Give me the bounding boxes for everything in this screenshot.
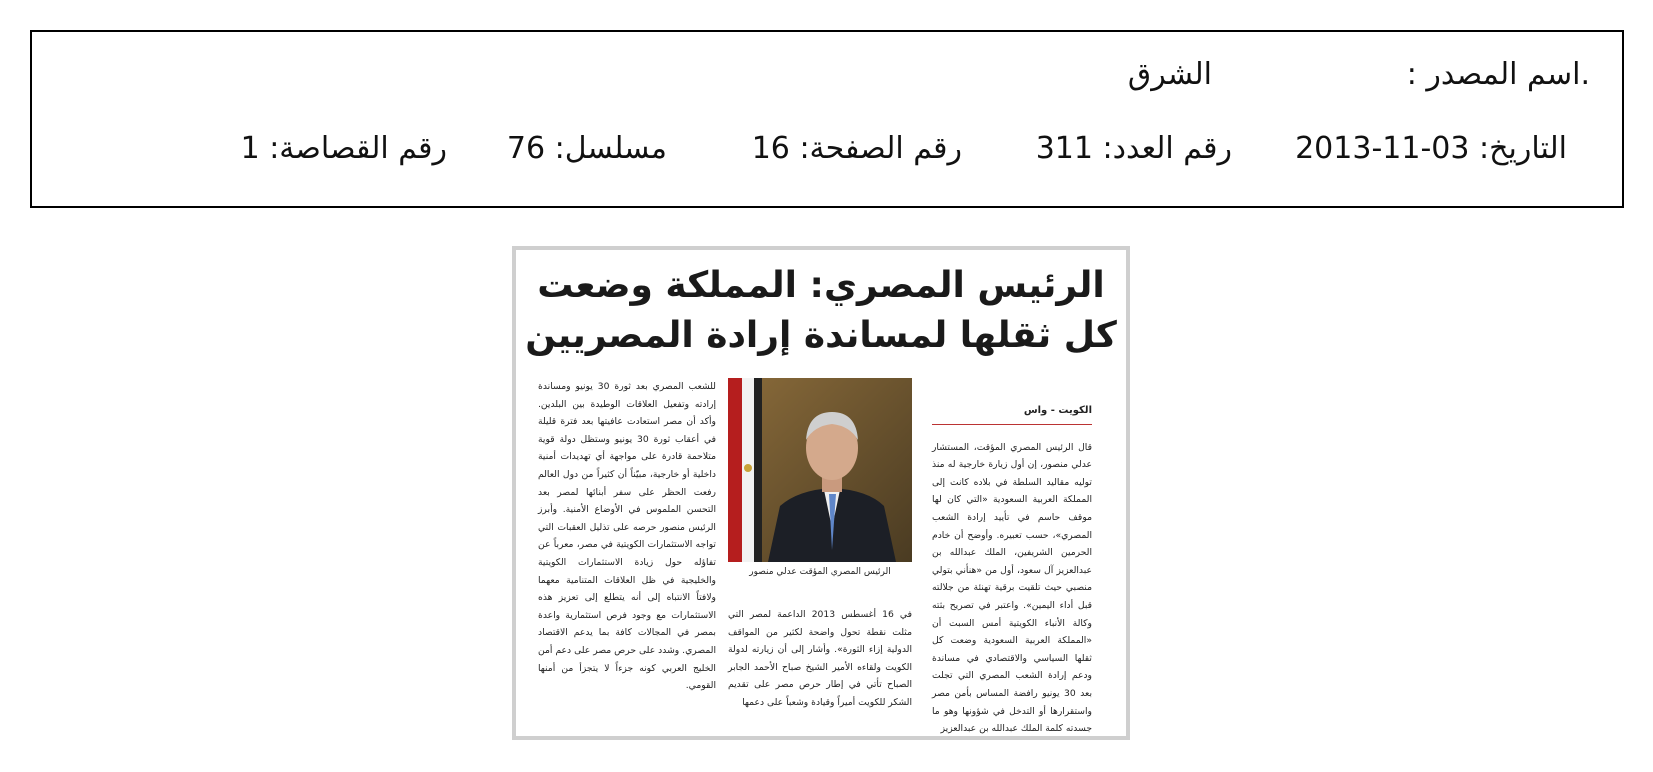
byline: الكويت - واس bbox=[932, 402, 1092, 425]
source-label: .اسم المصدر : bbox=[1406, 57, 1590, 92]
article-text-right: قال الرئيس المصري المؤقت، المستشار عدلي منصور، إن أول زيارة خارجية له منذ توليه مقاليد السلطة في بلاده كانت إلى المملكة العربية السعودية «التي كان لها موقف حاسم في تأييد إرادة الشعب المصري»، حسب تعبيره. وأوضح أن خادم الحرمين الشريفين، الملك عبدالله بن عبدالعزيز آل سعود، أول من «هنأني بتولي منصبي حيث تلقيت برقية تهنئة من جلالته قبل أداء اليمين». واعتبر في تصريح بثته وكالة الأنباء الكويتية أمس السبت أن «المملكة العربية السعودية وضعت كل ثقلها السياسي والاقتصادي في مساندة ودعم إرادة الشعب المصري التي تجلت بعد 30 يونيو رافضة المساس بأمن مصر واستقرارها أو التدخل في شؤونها وهو ما جسدته كلمة الملك عبدالله بن عبدالعزيز bbox=[932, 441, 1093, 735]
article-text-left: للشعب المصري بعد ثورة 30 يونيو ومساندة إرادته وتفعيل العلاقات الوطيدة بين البلدين. وأكد أن مصر استعادت عافيتها بعد فترة قليلة في أعقاب ثورة 30 يونيو وستظل دولة قوية متلاحمة قادرة على مواجهة أي تهديدات أمنية داخلية أو خارجية، مبيّناً أن كثيراً من دول العالم رفعت الحظر على سفر أبنائها لمصر بعد التحسن الملموس في الأوضاع الأمنية. وأبرز الرئيس منصور حرصه على تذليل العقبات التي تواجه الاستثمارات الكويتية في مصر، معرباً عن تفاؤله حول زيادة الاستثمارات الكويتية والخليجية في ظل العلاقات المتنامية معهما ولافتاً الانتباه إلى أنه يتطلع إلى تعزيز هذه الاستثمارات مع وجود فرص استثمارية واعدة بمصر في المجالات كافة بما يدعم الاقتصاد المصري. وشدد على حرص مصر على دعم أمن الخليج العربي كونه جزءاً لا يتجزأ من أمنها القومي. bbox=[538, 381, 716, 692]
article-column-middle bbox=[728, 606, 912, 712]
clip-number-field: رقم القصاصة: 1 bbox=[240, 131, 447, 166]
page-number-field: رقم الصفحة: 16 bbox=[751, 131, 962, 166]
headline-line-1: الرئيس المصري: المملكة وضعت bbox=[537, 265, 1105, 306]
photo-caption: الرئيس المصري المؤقت عدلي منصور bbox=[749, 567, 891, 577]
headline-line-2: كل ثقلها لمساندة إرادة المصريين bbox=[525, 315, 1117, 356]
president-photo bbox=[728, 378, 912, 562]
newspaper-clipping bbox=[512, 246, 1130, 740]
article-column-right bbox=[932, 402, 1092, 738]
source-info-box bbox=[30, 30, 1624, 208]
source-value: الشرق bbox=[1127, 57, 1212, 92]
article-text-middle: في 16 أغسطس 2013 الداعمة لمصر التي مثلت نقطة تحول واضحة لكثير من المواقف الدولية إزاء الثورة». وأشار إلى أن زيارته لدولة الكويت ولقاءه الأمير الشيخ صباح الأحمد الجابر الصباح تأتي في إطار حرص مصر على تقديم الشكر للكويت أميراً وقيادة وشعباً على دعمها bbox=[728, 609, 912, 708]
article-column-left bbox=[538, 378, 716, 695]
date-field: التاريخ: 03-11-2013 bbox=[1295, 131, 1567, 166]
serial-number-field: مسلسل: 76 bbox=[506, 131, 667, 166]
issue-number-field: رقم العدد: 311 bbox=[1035, 131, 1232, 166]
